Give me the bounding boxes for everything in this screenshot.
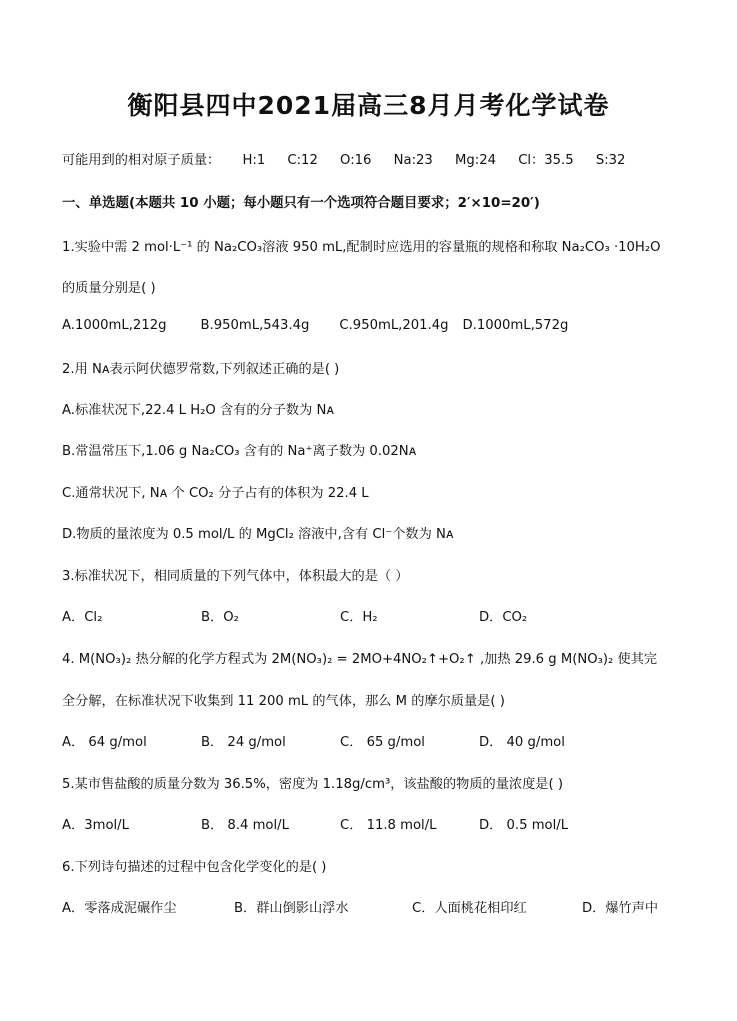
q3-option-b: B．O₂: [201, 610, 239, 625]
q5-option-b: B． 8.4 mol/L: [201, 818, 289, 833]
q6-option-c: C．人面桃花相印红: [412, 901, 527, 916]
atomic-mass-o: O:16: [340, 153, 372, 168]
atomic-mass-c: C:12: [287, 153, 318, 168]
q6-option-d: D．爆竹声中: [582, 901, 659, 916]
q5-options: [62, 814, 568, 833]
q2-option-c: C.通常状况下, Nᴀ 个 CO₂ 分子占有的体积为 22.4 L: [62, 486, 369, 501]
q4-option-b: B． 24 g/mol: [201, 735, 286, 750]
q3-option-a: A．Cl₂: [62, 610, 103, 625]
atomic-mass-cl: Cl：35.5: [518, 153, 574, 168]
q5-option-d: D． 0.5 mol/L: [479, 818, 569, 833]
q2-option-b: B.常温常压下,1.06 g Na₂CO₃ 含有的 Na⁺离子数为 0.02Nᴀ: [62, 444, 417, 459]
q3-stem: 3.标准状况下，相同质量的下列气体中，体积最大的是（ ）: [62, 569, 409, 584]
q1-options: [62, 318, 568, 333]
page-title: 衡阳县四中2021届高三8月月考化学试卷: [127, 91, 610, 120]
q6-stem: 6.下列诗句描述的过程中包含化学变化的是( ): [62, 860, 327, 875]
q5-stem: 5.某市售盐酸的质量分数为 36.5%，密度为 1.18g/cm³，该盐酸的物质的量浓度是( ): [62, 777, 563, 792]
atomic-masses-label: 可能用到的相对原子质量：: [62, 153, 221, 168]
q2-option-d: D.物质的量浓度为 0.5 mol/L 的 MgCl₂ 溶液中,含有 Cl⁻个数为 Nᴀ: [62, 527, 454, 542]
q1-option-d: D.1000mL,572g: [462, 318, 569, 333]
atomic-mass-h: H:1: [242, 153, 266, 168]
q5-option-a: A．3mol/L: [62, 818, 129, 833]
q4-options: [62, 731, 565, 750]
q4-option-d: D． 40 g/mol: [479, 735, 565, 750]
q6-options: [62, 897, 658, 916]
q4-stem-line2: 全分解，在标准状况下收集到 11 200 mL 的气体，那么 M 的摩尔质量是( ): [62, 694, 505, 709]
q2-stem: 2.用 Nᴀ表示阿伏德罗常数,下列叙述正确的是( ): [62, 362, 340, 377]
atomic-mass-mg: Mg:24: [455, 153, 496, 168]
q1-option-a: A.1000mL,212g: [62, 318, 167, 333]
q1-option-b: B.950mL,543.4g: [200, 318, 310, 333]
atomic-mass-na: Na:23: [393, 153, 433, 168]
q6-option-a: A．零落成泥碾作尘: [62, 901, 177, 916]
q5-option-c: C． 11.8 mol/L: [340, 818, 437, 833]
atomic-mass-s: S:32: [595, 153, 626, 168]
q1-option-c: C.950mL,201.4g: [339, 318, 449, 333]
q6-option-b: B．群山倒影山浮水: [234, 901, 349, 916]
q1-stem-line2: 的质量分别是( ): [62, 281, 156, 296]
q4-stem-line1: 4. M(NO₃)₂ 热分解的化学方程式为 2M(NO₃)₂ = 2MO+4NO₂↑+O₂↑ ,加热 29.6 g M(NO₃)₂ 使其完: [62, 652, 658, 667]
q4-option-a: A． 64 g/mol: [62, 735, 147, 750]
q3-option-c: C．H₂: [340, 610, 378, 625]
q1-stem-line1: 1.实验中需 2 mol·L⁻¹ 的 Na₂CO₃溶液 950 mL,配制时应选用的容量瓶的规格和称取 Na₂CO₃ ·10H₂O: [62, 240, 661, 255]
q2-option-a: A.标准状况下,22.4 L H₂O 含有的分子数为 Nᴀ: [62, 403, 335, 418]
q3-option-d: D．CO₂: [479, 610, 528, 625]
atomic-masses-line: [62, 149, 625, 168]
q4-option-c: C． 65 g/mol: [340, 735, 425, 750]
section-heading: 一、单选题(本题共 10 小题；每小题只有一个选项符合题目要求；2′×10=20′): [62, 196, 540, 211]
q3-options: [62, 606, 527, 625]
